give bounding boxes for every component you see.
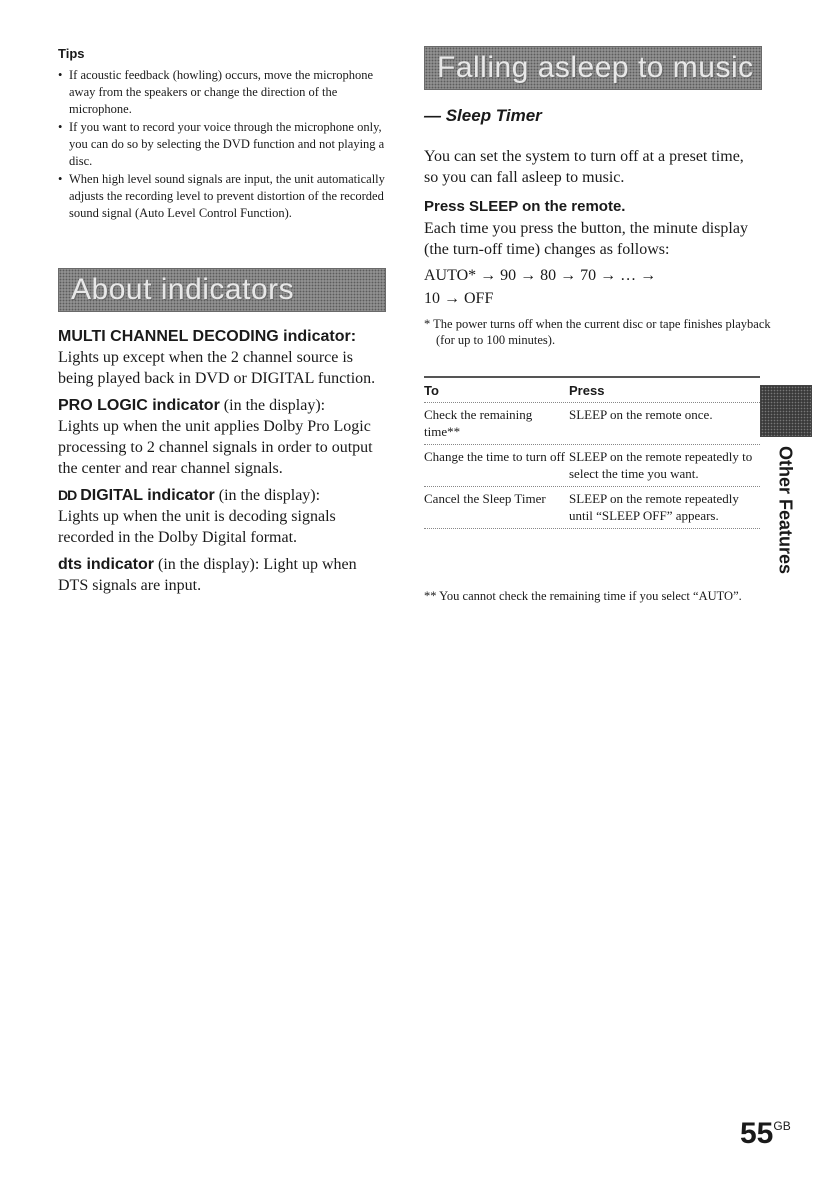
page-number — [740, 1117, 791, 1151]
table-header — [424, 378, 760, 403]
indicator-pro-logic — [58, 395, 388, 479]
page-number-value: 55 — [740, 1117, 774, 1150]
sleep-press-instruction: Press SLEEP on the remote. — [424, 198, 626, 215]
indicator-list — [58, 326, 388, 602]
section-tab-marker — [760, 385, 812, 437]
sleep-table — [424, 376, 760, 529]
indicator-name: DIGITAL indicator — [80, 487, 215, 504]
page-number-suffix: GB — [773, 1119, 791, 1133]
table-cell-to: Check the remaining time** — [424, 407, 533, 439]
indicator-location: (in the display): — [214, 487, 321, 504]
indicator-dts — [58, 554, 388, 596]
indicator-description: Lights up when the unit applies Dolby Pro Logic processing to 2 channel signals in order to output the center and rear channel signals. — [58, 418, 373, 477]
tips-item: • If you want to record your voice through the microphone only, you can do so by selecting the DVD function and not playing a disc. — [58, 120, 385, 168]
about-indicators-banner — [58, 268, 386, 312]
indicator-name: PRO LOGIC indicator — [58, 397, 220, 414]
sleep-sequence-line: AUTO* → 90 → 80 → 70 → … → — [424, 267, 657, 284]
sleep-intro: You can set the system to turn off at a preset time, so you can fall asleep to music. — [424, 148, 744, 186]
indicator-name: MULTI CHANNEL DECODING indicator: — [58, 328, 357, 345]
sleep-each-time: Each time you press the button, the minute display (the turn-off time) changes as follows: — [424, 220, 748, 258]
sleep-timer-title: Falling asleep to music — [437, 51, 754, 84]
section-tab-label — [760, 440, 810, 580]
sleep-footnote: ** You cannot check the remaining time if you select “AUTO”. — [424, 589, 742, 603]
sleep-sequence-line: 10 → OFF — [424, 290, 494, 307]
sleep-sequence — [424, 264, 764, 310]
section-tab-text: Other Features — [775, 445, 796, 575]
table-row — [424, 445, 760, 487]
tips-item-text: When high level sound signals are input, the unit automatically adjusts the recording level to prevent distortion of the recorded sound signal (Auto Level Control Function). — [69, 172, 385, 220]
tips-item: • If acoustic feedback (howling) occurs, move the microphone away from the speakers or change the direction of the microphone. — [58, 68, 374, 116]
table-cell-press: SLEEP on the remote once. — [569, 407, 713, 422]
sleep-subtitle — [424, 106, 542, 126]
indicator-description: (in the display): Light up when DTS signals are input. — [58, 556, 357, 594]
table-cell-to: Cancel the Sleep Timer — [424, 491, 546, 506]
tips-item: • When high level sound signals are input, the unit automatically adjusts the recording level to prevent distortion of the recorded sound signal (Auto Level Control Function). — [58, 172, 385, 220]
table-cell-press: SLEEP on the remote repeatedly until “SLEEP OFF” appears. — [569, 491, 739, 523]
indicator-digital — [58, 485, 388, 548]
about-indicators-title: About indicators — [71, 273, 295, 306]
table-cell-to: Change the time to turn off — [424, 449, 565, 464]
dolby-digital-icon: DD — [58, 487, 77, 503]
tips-item-text: If you want to record your voice through the microphone only, you can do so by selecting the DVD function and not playing a disc. — [69, 120, 385, 168]
sleep-timer-banner — [424, 46, 762, 90]
sleep-subtitle-text: — Sleep Timer — [424, 106, 542, 125]
indicator-location: (in the display): — [219, 397, 326, 414]
indicator-description: Lights up when the unit is decoding signals recorded in the Dolby Digital format. — [58, 508, 336, 546]
table-row — [424, 403, 760, 445]
tips-item-text: If acoustic feedback (howling) occurs, move the microphone away from the speakers or change the direction of the microphone. — [69, 68, 374, 116]
table-row — [424, 487, 760, 529]
indicator-multi-channel — [58, 326, 388, 389]
table-cell-press: SLEEP on the remote repeatedly to select the time you want. — [569, 449, 753, 481]
indicator-name: dts indicator — [58, 556, 155, 573]
tips-section — [58, 46, 388, 223]
table-header-press: Press — [569, 383, 605, 398]
sleep-note: * The power turns off when the current disc or tape finishes playback (for up to 100 minutes). — [424, 317, 771, 347]
indicator-description: Lights up except when the 2 channel source is being played back in DVD or DIGITAL function. — [58, 349, 376, 387]
tips-list — [58, 67, 388, 222]
tips-heading: Tips — [58, 46, 85, 61]
table-header-to: To — [424, 383, 439, 398]
